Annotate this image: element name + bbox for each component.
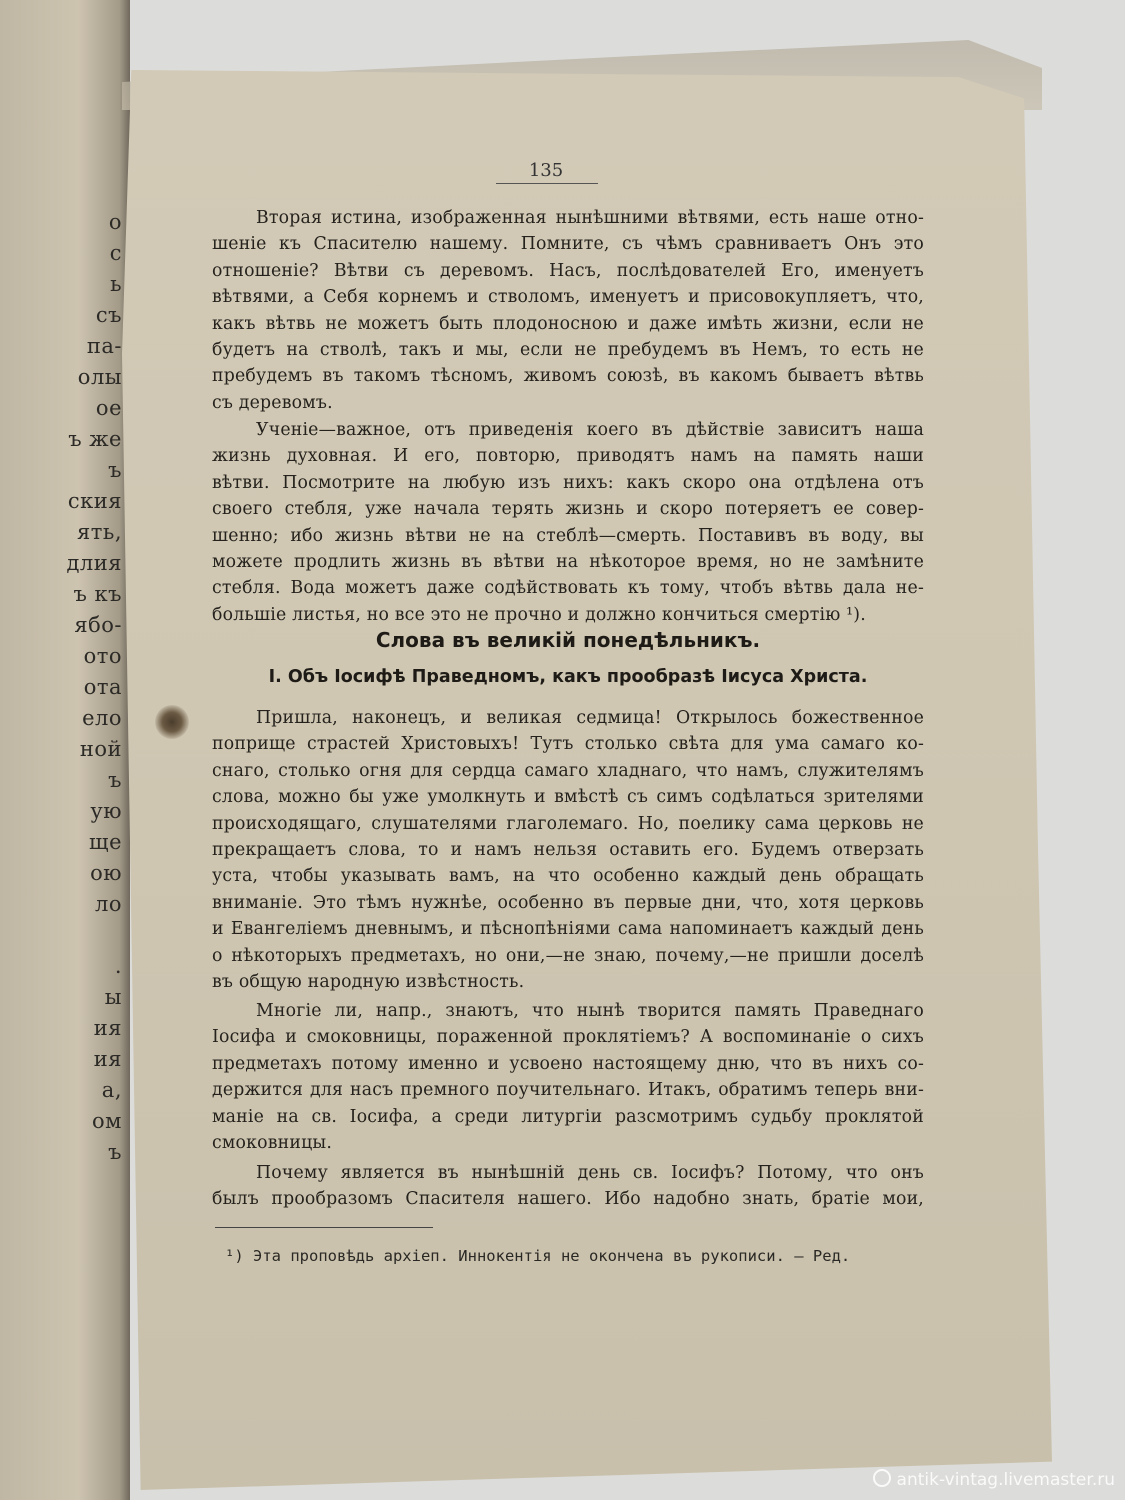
left-page-fragment: ять, <box>77 520 122 544</box>
left-page-fragment: ще <box>89 830 122 854</box>
left-page-fragment: съ <box>95 303 122 327</box>
footnote: ¹) Эта проповѣдь архіеп. Иннокентія не окончена въ рукописи. – Ред. <box>225 1247 851 1265</box>
text-line: можете продлить жизнь въ вѣтви на нѣкоторое время, но не замѣните <box>212 552 924 573</box>
watermark-logo-icon <box>873 1469 891 1487</box>
paragraph-3 <box>212 705 924 995</box>
left-page-fragment: ь <box>110 272 122 296</box>
text-line: былъ прообразомъ Спасителя нашего. Ибо надобно знать, братіе мои, <box>212 1189 924 1210</box>
watermark-text: antik-vintag.livemaster.ru <box>896 1470 1115 1490</box>
left-page <box>0 0 130 1500</box>
text-line: Іосифа и смоковницы, пораженной проклятіемъ? А воспоминаніе о сихъ <box>212 1027 924 1048</box>
subsection-heading: I. Объ Іосифѣ Праведномъ, какъ прообразѣ Іисуса Христа. <box>268 667 868 687</box>
text-line: и Евангеліемъ дневнымъ, и пѣснопѣніями сама напоминаетъ каждый день <box>212 919 924 940</box>
text-line: слова, можно бы уже умолкнуть и вмѣстѣ съ симъ содѣлаться зрителями <box>212 787 924 808</box>
left-page-fragment: ою <box>90 861 122 885</box>
paragraph-5 <box>212 1160 924 1213</box>
left-page-fragment: олы <box>77 365 122 389</box>
text-line: вѣтви. Посмотрите на любую изъ нихъ: какъ скоро она отдѣлена отъ <box>212 472 924 493</box>
left-page-fragment: . <box>114 954 122 978</box>
section-heading: Слова въ великій понедѣльникъ. <box>375 628 761 652</box>
left-page-fragment: ы <box>104 985 122 1009</box>
text-line: маніе на св. Іосифа, а среди литургіи разсмотримъ судьбу проклятой <box>212 1106 924 1127</box>
text-line: вѣтвями, а Себя корнемъ и стволомъ, именуетъ и присовокупляетъ, что, <box>212 287 924 308</box>
left-page-fragment: ия <box>93 1016 122 1040</box>
text-line: Почему является въ нынѣшній день св. Іосифъ? Потому, что онъ <box>256 1163 924 1183</box>
text-line: большіе листья, но все это не прочно и должно кончиться смертію ¹). <box>212 604 866 625</box>
page-number-rule <box>496 183 598 184</box>
text-line: вниманіе. Это тѣмъ нужнѣе, особенно въ первые дни, что, хотя церковь <box>212 892 924 913</box>
left-page-fragment: ом <box>92 1109 122 1133</box>
text-line: Вторая истина, изображенная нынѣшними вѣтвями, есть наше отно- <box>256 208 924 228</box>
text-line: прекращаетъ слова, то и намъ нельзя оставить его. Будемъ отверзать <box>212 840 924 861</box>
left-page-fragment: а, <box>101 1078 122 1102</box>
text-line: стебля. Вода можетъ даже содѣйствовать къ тому, чтобъ вѣтвь дала не- <box>212 578 924 599</box>
text-line: Ученіе—важное, отъ приведенія коего въ дѣйствіе зависитъ наша <box>256 420 924 440</box>
text-line: снаго, столько огня для сердца самаго хладнаго, что намъ, служителямъ <box>212 760 924 781</box>
text-line: Многіе ли, напр., знаютъ, что нынѣ творится память Праведнаго <box>256 1001 924 1021</box>
ink-stain <box>155 705 189 739</box>
left-page-fragment: ия <box>93 1047 122 1071</box>
left-page-fragment: ота <box>83 675 122 699</box>
text-line: шенно; ибо жизнь вѣтви не на стеблѣ—смерть. Поставивъ въ воду, вы <box>212 525 924 546</box>
left-page-fragment: ело <box>82 706 122 730</box>
text-line: поприще страстей Христовыхъ! Тутъ столько свѣта для ума самаго ко- <box>212 734 924 755</box>
left-page-fragment: ло <box>95 892 122 916</box>
left-page-fragment: па- <box>86 334 122 358</box>
text-line: какъ вѣтвь не можетъ быть плодоносною и даже имѣть жизни, если не <box>212 313 924 334</box>
left-page-fragment: ския <box>67 489 122 513</box>
left-page-fragment: ъ <box>108 1140 122 1164</box>
left-page-fragment: длия <box>66 551 122 575</box>
left-page-fragment: ной <box>79 737 122 761</box>
left-page-fragment: ую <box>90 799 122 823</box>
text-line: предметахъ потому именно и усвоено настоящему дню, что въ нихъ со- <box>212 1053 924 1074</box>
text-line: происходящаго, слушателями глаголемаго. Но, поелику сама церковь не <box>212 813 924 834</box>
left-page-fragment: о <box>108 210 122 234</box>
left-page-fragment: ото <box>83 644 122 668</box>
page-number: 135 <box>528 160 564 181</box>
text-line: отношеніе? Вѣтви съ деревомъ. Насъ, послѣдователей Его, именуетъ <box>212 260 924 281</box>
watermark <box>873 1469 1115 1490</box>
left-page-fragment: с <box>109 241 122 265</box>
footnote-rule <box>215 1227 433 1228</box>
text-line: о нѣкоторыхъ предметахъ, но они,—не знаю, почему,—не пришли доселѣ <box>212 945 924 966</box>
text-line: въ общую народную извѣстность. <box>212 972 525 993</box>
text-line: уста, чтобы указывать вамъ, на что особенно каждый день обращать <box>212 866 924 887</box>
left-page-fragment: ъ <box>108 458 122 482</box>
text-line: пребудемъ въ такомъ тѣсномъ, живомъ союзѣ, въ какомъ бываетъ вѣтвь <box>212 366 924 387</box>
left-page-fragment: ябо- <box>74 613 122 637</box>
left-page-fragment: ъ же <box>68 427 122 451</box>
text-line: будетъ на стволѣ, такъ и мы, если не пребудемъ въ Немъ, то есть не <box>212 340 924 361</box>
paragraph-2 <box>212 417 924 628</box>
text-line: своего стебля, уже начала терять жизнь и скоро потеряетъ ее совер- <box>212 499 924 520</box>
paragraph-1 <box>212 205 924 416</box>
text-line: жизнь духовная. И его, повторю, приводятъ намъ на память наши <box>212 446 924 467</box>
text-line: съ деревомъ. <box>212 392 333 413</box>
text-line: Пришла, наконецъ, и великая седмица! Открылось божественное <box>256 708 924 728</box>
left-page-fragment: ъ къ <box>73 582 122 606</box>
text-line: держится для насъ премного поучительнаго. Итакъ, обратимъ теперь вни- <box>212 1080 924 1101</box>
left-page-fragment: ое <box>95 396 122 420</box>
left-page-fragment: ъ <box>108 768 122 792</box>
text-line: смоковницы. <box>212 1133 333 1154</box>
paragraph-4 <box>212 998 924 1156</box>
text-line: шеніе къ Спасителю нашему. Помните, съ чѣмъ сравниваетъ Онъ это <box>212 234 924 255</box>
